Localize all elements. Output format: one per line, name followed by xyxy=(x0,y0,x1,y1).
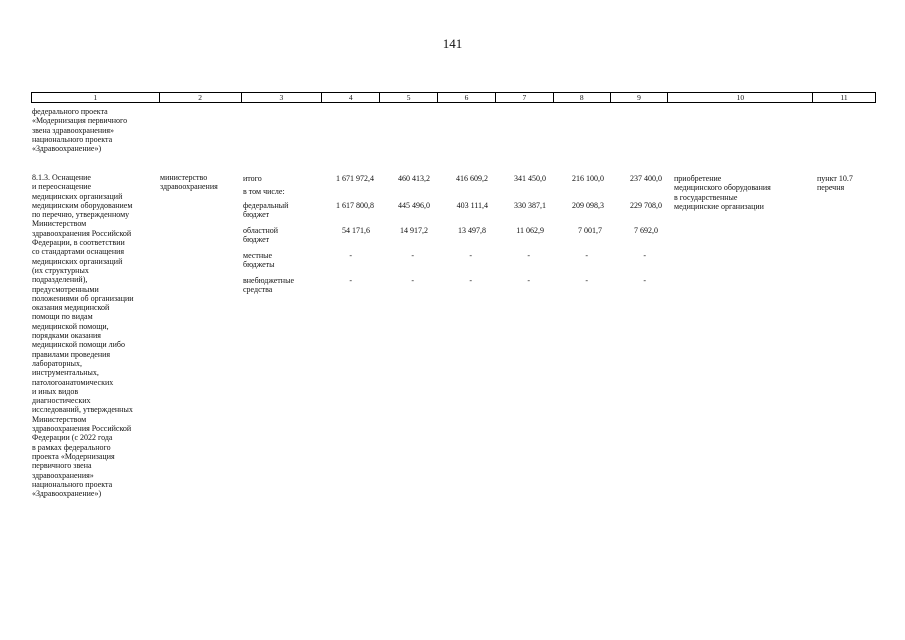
column-header: 11 xyxy=(840,93,848,102)
funding-value: - xyxy=(469,251,472,260)
column-header: 8 xyxy=(554,93,611,102)
funding-value: 403 111,4 xyxy=(456,201,488,210)
funding-value: 54 171,6 xyxy=(342,226,370,235)
funding-value: 416 609,2 xyxy=(456,174,488,183)
funding-value: - xyxy=(585,251,588,260)
funding-value: - xyxy=(527,276,530,285)
funding-value: 330 387,1 xyxy=(514,201,546,210)
column-header: 2 xyxy=(160,93,242,102)
item-description: 8.1.3. Оснащение и переоснащение медицинских организаций медицинским оборудованием по перечню, утвержденному Министерством здравоохранения Российской Федерации, в соответствии со стандартами оснащения медицинских организаций (их структурных подразделений), предусмотренными положениями об организации оказания медицинской помощи по видам медицинской помощи, порядками оказания медицинской помощи либо правилами проведения лабораторных, инструментальных, патологоанатомических и иных видов диагностических исследований, утвержденных Министерством здравоохранения Российской Федерации (с 2022 года в рамках федерального проекта «Модернизация первичного звена здравоохранения» национального проекта «Здравоохранение») xyxy=(32,173,134,499)
funding-source-label: местные бюджеты xyxy=(243,251,275,270)
funding-value: 1 671 972,4 xyxy=(336,174,374,183)
column-header: 4 xyxy=(322,93,380,102)
funding-value: - xyxy=(643,251,646,260)
funding-source-label: итого xyxy=(243,174,262,183)
funding-value: - xyxy=(585,276,588,285)
funding-value: 445 496,0 xyxy=(398,201,430,210)
funding-source-label: областной бюджет xyxy=(243,226,279,245)
funding-value: 7 692,0 xyxy=(634,226,658,235)
funding-value: - xyxy=(411,276,414,285)
column-number-header xyxy=(31,92,876,103)
funding-source-label: федеральный бюджет xyxy=(243,201,289,220)
funding-value: 14 917,2 xyxy=(400,226,428,235)
column-header: 3 xyxy=(242,93,323,102)
funding-value: 1 617 800,8 xyxy=(336,201,374,210)
funding-value: - xyxy=(349,251,352,260)
column-header: 10 xyxy=(668,93,813,102)
funding-value: 341 450,0 xyxy=(514,174,546,183)
funding-value: - xyxy=(527,251,530,260)
column-header: 1 xyxy=(32,93,160,102)
funding-source-label: внебюджетные средства xyxy=(243,276,294,295)
column-header: 6 xyxy=(438,93,496,102)
funding-value: - xyxy=(349,276,352,285)
funding-value: - xyxy=(469,276,472,285)
funding-value: 13 497,8 xyxy=(458,226,486,235)
page-number: 141 xyxy=(442,36,463,51)
funding-value: 11 062,9 xyxy=(516,226,544,235)
executor: министерство здравоохранения xyxy=(160,173,218,192)
funding-source-label: в том числе: xyxy=(243,187,285,196)
funding-value: 460 413,2 xyxy=(398,174,430,183)
list-reference: пункт 10.7 перечня xyxy=(817,174,853,193)
funding-value: 216 100,0 xyxy=(572,174,604,183)
funding-value: - xyxy=(411,251,414,260)
continued-description: федерального проекта «Модернизация первичного звена здравоохранения» национального проекта «Здравоохранение») xyxy=(32,107,128,154)
column-header: 7 xyxy=(496,93,554,102)
expected-result: приобретение медицинского оборудования в государственные медицинские организации xyxy=(674,174,771,211)
funding-value: 209 098,3 xyxy=(572,201,604,210)
funding-value: 237 400,0 xyxy=(630,174,662,183)
funding-value: - xyxy=(643,276,646,285)
funding-value: 7 001,7 xyxy=(578,226,602,235)
funding-value: 229 708,0 xyxy=(630,201,662,210)
column-header: 5 xyxy=(380,93,438,102)
column-header: 9 xyxy=(611,93,669,102)
